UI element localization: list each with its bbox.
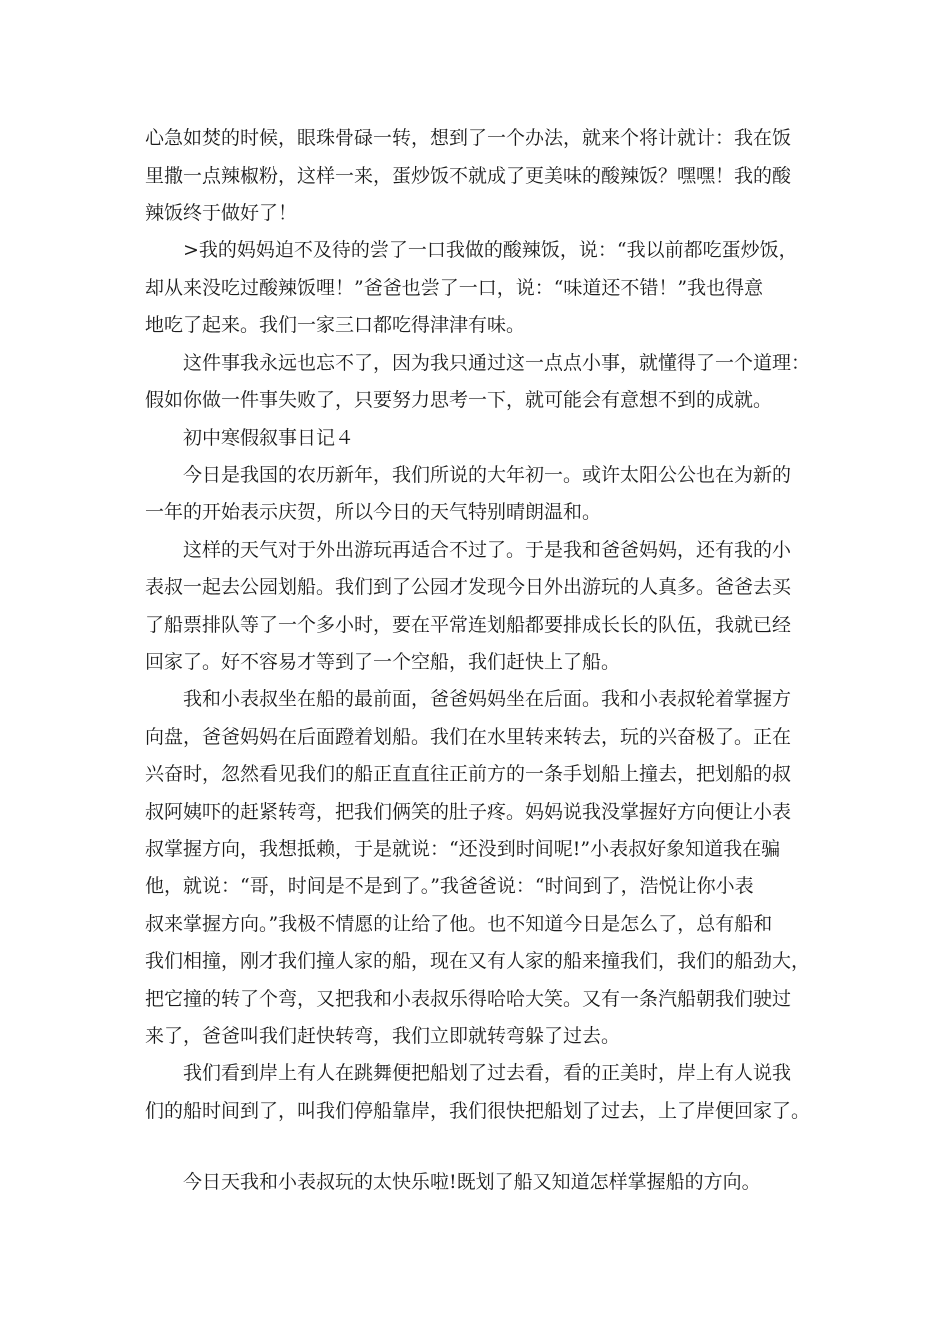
- text-line: 心急如焚的时候，眼珠骨碌一转，想到了一个办法，就来个将计就计：我在饭: [145, 127, 792, 149]
- text-line: 表叔一起去公园划船。我们到了公园才发现今日外出游玩的人真多。爸爸去买: [145, 576, 792, 598]
- text-line: 们的船时间到了，叫我们停船靠岸，我们很快把船划了过去，上了岸便回家了。: [145, 1100, 811, 1122]
- text-line: 假如你做一件事失败了，只要努力思考一下，就可能会有意想不到的成就。: [145, 389, 773, 411]
- text-line: 这样的天气对于外出游玩再适合不过了。于是我和爸爸妈妈，还有我的小: [183, 539, 792, 561]
- text-line: 叔来掌握方向。”我极不情愿的让给了他。也不知道今日是怎么了，总有船和: [145, 913, 773, 935]
- text-line: 向盘，爸爸妈妈在后面蹬着划船。我们在水里转来转去，玩的兴奋极了。正在: [145, 726, 792, 748]
- text-line: 把它撞的转了个弯，又把我和小表叔乐得哈哈大笑。又有一条汽船朝我们驶过: [145, 988, 792, 1010]
- text-line: 回家了。好不容易才等到了一个空船，我们赶快上了船。: [145, 651, 621, 673]
- text-line: 兴奋时，忽然看见我们的船正直直往正前方的一条手划船上撞去，把划船的叔: [145, 763, 792, 785]
- text-line: 今日是我国的农历新年，我们所说的大年初一。或许太阳公公也在为新的: [183, 464, 792, 486]
- text-line: 这件事我永远也忘不了，因为我只通过这一点点小事，就懂得了一个道理：: [183, 352, 811, 374]
- text-line: 叔阿姨吓的赶紧转弯，把我们俩笑的肚子疼。妈妈说我没掌握好方向便让小表: [145, 801, 792, 823]
- text-line: 我们看到岸上有人在跳舞便把船划了过去看，看的正美时，岸上有人说我: [183, 1062, 792, 1084]
- text-line: 我们相撞，刚才我们撞人家的船，现在又有人家的船来撞我们，我们的船劲大，: [145, 950, 811, 972]
- text-line: 里撒一点辣椒粉，这样一来，蛋炒饭不就成了更美味的酸辣饭？嘿嘿！我的酸: [145, 165, 792, 187]
- section-heading: 初中寒假叙事日记４: [183, 427, 355, 449]
- text-line: 我和小表叔坐在船的最前面，爸爸妈妈坐在后面。我和小表叔轮着掌握方: [183, 688, 792, 710]
- text-line: 今日天我和小表叔玩的太快乐啦!既划了船又知道怎样掌握船的方向。: [183, 1171, 761, 1193]
- text-line: 他，就说：“哥，时间是不是到了。”我爸爸说：“时间到了，浩悦让你小表: [145, 875, 754, 897]
- text-line: 辣饭终于做好了！: [145, 202, 298, 224]
- text-line: 叔掌握方向，我想抵赖，于是就说：“还没到时间呢!”小表叔好象知道我在骗: [145, 838, 781, 860]
- text-line: 来了，爸爸叫我们赶快转弯，我们立即就转弯躲了过去。: [145, 1025, 621, 1047]
- text-line: >我的妈妈迫不及待的尝了一口我做的酸辣饭，说：“我以前都吃蛋炒饭，: [183, 239, 798, 261]
- text-line: 地吃了起来。我们一家三口都吃得津津有味。: [145, 314, 526, 336]
- text-line: 了船票排队等了一个多小时，要在平常连划船都要排成长长的队伍，我就已经: [145, 614, 792, 636]
- text-line: 却从来没吃过酸辣饭哩！”爸爸也尝了一口，说：“味道还不错！”我也得意: [145, 277, 764, 299]
- text-line: 一年的开始表示庆贺，所以今日的天气特别晴朗温和。: [145, 501, 602, 523]
